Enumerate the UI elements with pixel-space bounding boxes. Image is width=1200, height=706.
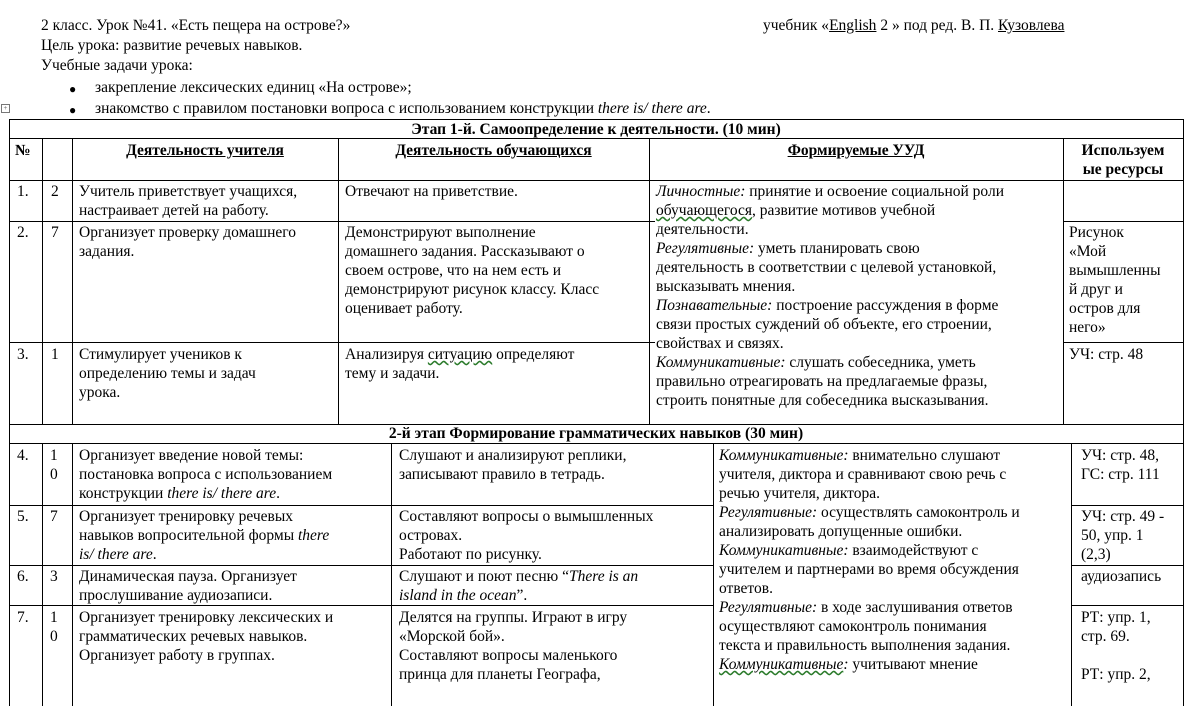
- table-move-handle-icon[interactable]: +: [1, 104, 10, 113]
- row-minutes: 1 0: [50, 609, 58, 645]
- resources-cell: УЧ: стр. 49 - 50, упр. 1 (2,3): [1081, 508, 1165, 563]
- header-resources: Используем ые ресурсы: [1081, 142, 1165, 178]
- student-activity: Анализируя ситуацию определяют тему и задачи.: [345, 346, 575, 382]
- teacher-activity: Динамическая пауза. Организует прослушивание аудиозаписи.: [79, 568, 297, 604]
- resources-cell: Рисунок «Мой вымышленны й друг и остров для него»: [1069, 224, 1161, 336]
- header-uud: Формируемые УУД: [787, 142, 925, 159]
- row-minutes: 1 0: [50, 447, 58, 483]
- row-number: 2.: [17, 224, 29, 241]
- row-number: 4.: [17, 447, 29, 464]
- teacher-activity: Организует введение новой темы: постановка вопроса с использованием конструкции there is/ there are.: [79, 447, 333, 502]
- header-number: №: [15, 142, 31, 159]
- teacher-activity: Организует проверку домашнего задания.: [79, 224, 296, 260]
- teacher-activity: Организует тренировку речевых навыков вопросительной формы there is/ there are.: [79, 508, 330, 563]
- student-activity: Слушают и поют песню “There is an island in the ocean”.: [399, 568, 639, 604]
- student-activity: Составляют вопросы о вымышленных островах. Работают по рисунку.: [399, 508, 654, 563]
- lesson-title: 2 класс. Урок №41. «Есть пещера на острове?»: [41, 17, 351, 34]
- resources-cell: УЧ: стр. 48, ГС: стр. 111: [1081, 447, 1160, 483]
- bullet-icon: ●: [69, 82, 77, 96]
- task-item: знакомство с правилом постановки вопроса с использованием конструкции there is/ there are.: [95, 100, 711, 117]
- stage-2-title: 2-й этап Формирование грамматических навыков (30 мин): [388, 425, 804, 442]
- uud-stage-2: Коммуникативные: внимательно слушают учителя, диктора и сравнивают свою речь с речью учителя, диктора. Регулятивные: осуществлять самоконтроль и анализировать допущенные ошибки. Коммуникативные: взаимодействуют с учителем и партнерами во время обсуждения ответов. Регулятивные: в ходе заслушивания ответов осуществляют самоконтроль понимания текста и правильность выполнения задания. Коммуникативные: учитывают мнение: [719, 447, 1020, 673]
- header-teacher: Деятельность учителя: [126, 142, 284, 159]
- student-activity: Слушают и анализируют реплики, записывают правило в тетрадь.: [399, 447, 627, 483]
- textbook-reference: учебник «English 2 » под ред. В. П. Кузовлева: [763, 17, 1065, 34]
- bullet-icon: ●: [69, 103, 77, 117]
- row-number: 7.: [17, 609, 29, 626]
- row-minutes: 7: [51, 224, 59, 241]
- row-number: 6.: [17, 568, 29, 585]
- row-number: 1.: [17, 183, 29, 200]
- resources-cell: РТ: упр. 1, стр. 69. РТ: упр. 2,: [1081, 609, 1151, 683]
- student-activity: Демонстрируют выполнение домашнего задания. Рассказывают о своем острове, что на нем есть и демонстрируют рисунок классу. Класс оценивает работу.: [345, 224, 600, 317]
- student-activity: Отвечают на приветствие.: [345, 183, 518, 200]
- row-number: 3.: [17, 346, 29, 363]
- resources-cell: аудиозапись: [1081, 568, 1162, 585]
- student-activity: Делятся на группы. Играют в игру «Морской бой». Составляют вопросы маленького принца для планеты Географа,: [399, 609, 628, 683]
- task-item: закрепление лексических единиц «На острове»;: [95, 79, 412, 96]
- row-minutes: 1: [51, 346, 59, 363]
- stage-1-title: Этап 1-й. Самоопределение к деятельности. (10 мин): [411, 121, 781, 138]
- uud-stage-1: Личностные: принятие и освоение социальной роли обучающегося, развитие мотивов учебной деятельности. Регулятивные: уметь планировать свою деятельность в соответствии с целевой установкой, высказывать мнения. Познавательные: построение рассуждения в форме связи простых суждений об объекте, его строении, свойствах и связях. Коммуникативные: слушать собеседника, уметь правильно отреагировать на предлагаемые фразы, строить понятные для собеседника высказывания.: [656, 183, 1004, 409]
- lesson-goal: Цель урока: развитие речевых навыков.: [41, 37, 303, 54]
- row-minutes: 3: [50, 568, 58, 585]
- teacher-activity: Организует тренировку лексических и грамматических речевых навыков. Организует работу в группах.: [79, 609, 334, 664]
- header-students: Деятельность обучающихся: [395, 142, 592, 159]
- teacher-activity: Учитель приветствует учащихся, настраивает детей на работу.: [79, 183, 298, 219]
- row-minutes: 7: [50, 508, 58, 525]
- row-minutes: 2: [51, 183, 59, 200]
- resources-cell: УЧ: стр. 48: [1069, 346, 1144, 363]
- row-number: 5.: [17, 508, 29, 525]
- tasks-heading: Учебные задачи урока:: [41, 57, 193, 74]
- teacher-activity: Стимулирует учеников к определению темы и задач урока.: [79, 346, 256, 401]
